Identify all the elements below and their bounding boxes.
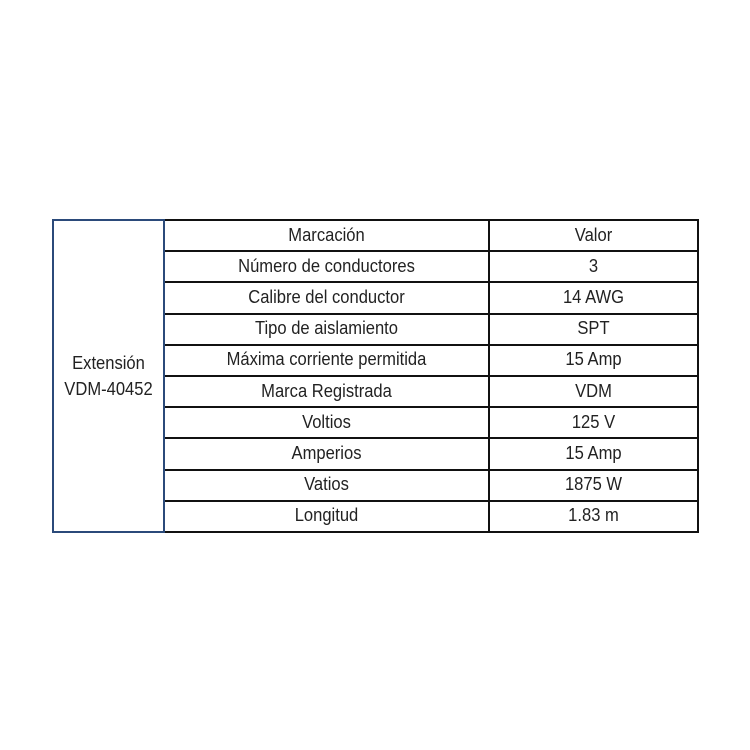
marking-cell: Tipo de aislamiento (177, 314, 476, 345)
product-type: Extensión (72, 352, 145, 373)
marking-cell: Máxima corriente permitida (177, 345, 476, 376)
marking-cell: Marca Registrada (177, 376, 476, 407)
product-model: VDM-40452 (64, 379, 153, 399)
spec-table (52, 219, 699, 533)
marking-cell: Vatios (177, 470, 476, 501)
value-cell: 1875 W (497, 470, 689, 501)
value-cell: SPT (497, 314, 689, 345)
spec-table-container (52, 219, 697, 533)
header-marking: Marcación (177, 220, 476, 251)
value-cell: 15 Amp (497, 438, 689, 469)
marking-cell: Amperios (177, 438, 476, 469)
marking-cell: Número de conductores (177, 251, 476, 282)
marking-cell: Longitud (177, 501, 476, 532)
marking-cell: Voltios (177, 407, 476, 438)
value-cell: 125 V (497, 407, 689, 438)
value-cell: 3 (497, 251, 689, 282)
product-label-cell (57, 220, 159, 532)
value-cell: 15 Amp (497, 345, 689, 376)
table-header-row (53, 220, 698, 251)
value-cell: 14 AWG (497, 282, 689, 313)
header-value: Valor (497, 220, 689, 251)
value-cell: 1.83 m (497, 501, 689, 532)
marking-cell: Calibre del conductor (177, 282, 476, 313)
value-cell: VDM (497, 376, 689, 407)
